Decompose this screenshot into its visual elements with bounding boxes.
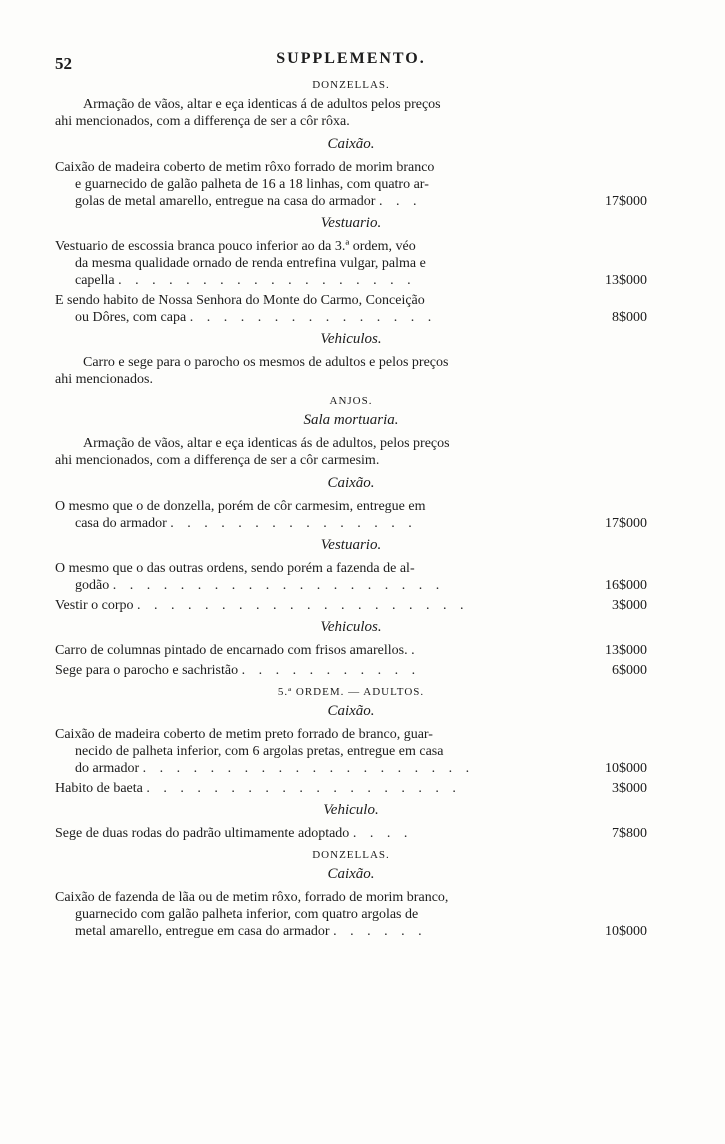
item-price: 6$000 — [612, 663, 647, 678]
subheading-vehiculos: Vehiculos. — [320, 331, 382, 347]
paragraph-line: Armação de vãos, altar e eça identicas á de adultos pelos preços — [83, 97, 441, 112]
leader-dots: . . . . — [352, 826, 413, 841]
item-line: Sege de duas rodas do padrão ultimamente adoptado — [55, 826, 350, 841]
paragraph-line: ahi mencionados, com a differença de ser a côr carmesim. — [55, 453, 380, 468]
price-item — [55, 560, 647, 594]
price-item — [55, 159, 647, 210]
item-line: casa do armador — [75, 516, 167, 531]
paragraph-line: ahi mencionados. — [55, 372, 153, 387]
item-price: 16$000 — [605, 578, 647, 593]
item-line: necido de palheta inferior, com 6 argolas pretas, entregue em casa — [75, 744, 444, 759]
item-line: Vestuario de escossia branca pouco inferior ao da 3.ª ordem, véo — [55, 239, 416, 254]
item-line: Caixão de madeira coberto de metim rôxo forrado de morim branco — [55, 160, 435, 175]
item-line: O mesmo que o das outras ordens, sendo porém a fazenda de al- — [55, 561, 415, 576]
price-item — [55, 825, 647, 842]
item-price: 13$000 — [605, 643, 647, 658]
price-item — [55, 889, 647, 940]
item-line: e guarnecido de galão palheta de 16 a 18 linhas, com quatro ar- — [75, 177, 429, 192]
subheading-vestuario: Vestuario. — [320, 537, 382, 553]
price-item — [55, 238, 647, 289]
item-line: O mesmo que o de donzella, porém de côr carmesim, entregue em — [55, 499, 426, 514]
leader-dots: . . . . . . . . . . . . . . . — [189, 310, 437, 325]
subheading-caixao: Caixão. — [327, 703, 375, 719]
item-price: 17$000 — [605, 194, 647, 209]
leader-dots: . — [411, 643, 420, 658]
item-price: 3$000 — [612, 598, 647, 613]
price-item — [55, 642, 647, 659]
item-line: godão — [75, 578, 110, 593]
item-price: 8$000 — [612, 310, 647, 325]
leader-dots: . . . . . . . . . . . . . . . . . . . — [146, 781, 461, 796]
item-line: Caixão de fazenda de lãa ou de metim rôxo, forrado de morim branco, — [55, 890, 449, 905]
subheading-caixao: Caixão. — [327, 866, 375, 882]
subheading-vehiculo: Vehiculo. — [323, 802, 379, 818]
section-heading-anjos: ANJOS. — [329, 395, 373, 407]
item-price: 10$000 — [605, 924, 647, 939]
leader-dots: . . . . . . . . . . . — [241, 663, 421, 678]
paragraph-line: ahi mencionados, com a differença de ser a côr rôxa. — [55, 114, 350, 129]
subheading-caixao: Caixão. — [327, 136, 375, 152]
subheading-vehiculos: Vehiculos. — [320, 619, 382, 635]
item-price: 13$000 — [605, 273, 647, 288]
document-page — [55, 48, 647, 943]
leader-dots: . . . — [378, 194, 422, 209]
paragraph-line: Armação de vãos, altar e eça identicas ás de adultos, pelos preços — [83, 436, 450, 451]
subheading-caixao: Caixão. — [327, 475, 375, 491]
leader-dots: . . . . . . . . . . . . . . . — [170, 516, 417, 531]
item-line: da mesma qualidade ornado de renda entrefina vulgar, palma e — [75, 256, 426, 271]
leader-dots: . . . . . . . . . . . . . . . . . . . . — [137, 598, 469, 613]
item-line: Vestir o corpo — [55, 598, 134, 613]
item-line: metal amarello, entregue em casa do armador — [75, 924, 330, 939]
paragraph-line: Carro e sege para o parocho os mesmos de adultos e pelos preços — [83, 355, 449, 370]
price-item — [55, 780, 647, 797]
price-item — [55, 597, 647, 614]
page-title: SUPPLEMENTO. — [276, 50, 426, 67]
paragraph-armacao-donzellas — [55, 96, 647, 130]
item-line: do armador — [75, 761, 140, 776]
item-line: Sege para o parocho e sachristão — [55, 663, 239, 678]
item-price: 7$800 — [612, 826, 647, 841]
leader-dots: . . . . . . . . . . . . . . . . . . . . — [112, 578, 445, 593]
item-line: guarnecido com galão palheta inferior, com quatro argolas de — [75, 907, 419, 922]
item-line: ou Dôres, com capa — [75, 310, 187, 325]
item-line: E sendo habito de Nossa Senhora do Monte do Carmo, Conceição — [55, 293, 425, 308]
item-line: Habito de baeta — [55, 781, 143, 796]
section-heading-quinta-ordem: 5.ª ORDEM. — ADULTOS. — [277, 686, 425, 698]
leader-dots: . . . . . . . . . . . . . . . . . . — [118, 273, 416, 288]
leader-dots: . . . . . . — [333, 924, 427, 939]
paragraph-armacao-anjos — [55, 435, 647, 469]
item-line: golas de metal amarello, entregue na casa do armador — [75, 194, 376, 209]
paragraph-vehiculos — [55, 354, 647, 388]
section-heading-donzellas: DONZELLAS. — [312, 849, 390, 861]
item-price: 17$000 — [605, 516, 647, 531]
item-line: Carro de columnas pintado de encarnado com frisos amarellos. — [55, 643, 408, 658]
price-item — [55, 498, 647, 532]
page-number: 52 — [55, 54, 72, 73]
page-header — [55, 48, 647, 72]
item-price: 10$000 — [605, 761, 647, 776]
price-item — [55, 726, 647, 777]
subheading-sala-mortuaria: Sala mortuaria. — [303, 412, 399, 428]
item-price: 3$000 — [612, 781, 647, 796]
price-item — [55, 292, 647, 326]
section-heading-donzellas: DONZELLAS. — [312, 79, 390, 91]
item-line: Caixão de madeira coberto de metim preto forrado de branco, guar- — [55, 727, 433, 742]
item-line: capella — [75, 273, 115, 288]
subheading-vestuario: Vestuario. — [320, 215, 382, 231]
price-item — [55, 662, 647, 679]
leader-dots: . . . . . . . . . . . . . . . . . . . . — [142, 761, 475, 776]
